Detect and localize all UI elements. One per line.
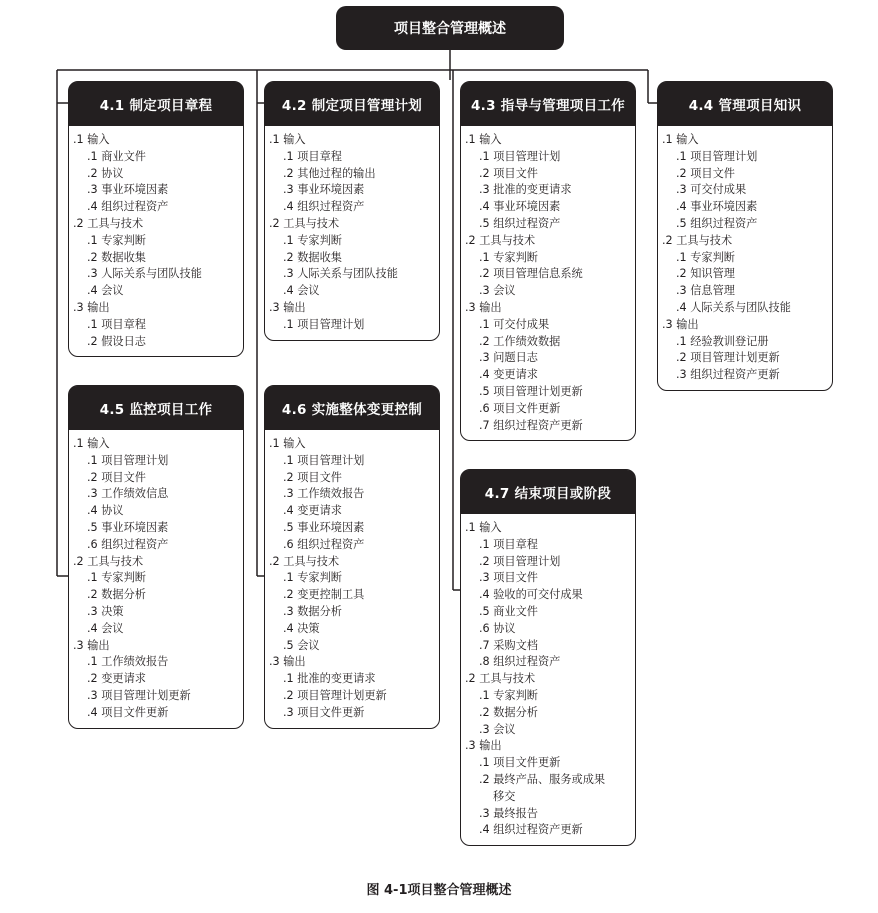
- section-label: .2 工具与技术: [662, 233, 733, 247]
- list-item: .3 问题日志: [479, 351, 538, 365]
- section-label: .2 工具与技术: [269, 216, 340, 230]
- list-item: .1 专家判断: [479, 250, 538, 264]
- section-label: .1 输入: [662, 133, 699, 146]
- process-body: [461, 126, 635, 440]
- list-item: .2 项目文件: [676, 166, 735, 180]
- list-item: .3 会议: [479, 722, 516, 736]
- process-body: [658, 126, 832, 390]
- list-item: .3 人际关系与团队技能: [87, 267, 202, 281]
- list-item: .2 变更请求: [87, 672, 146, 686]
- list-item: .1 项目章程: [479, 537, 538, 551]
- list-item: .1 项目管理计划: [283, 317, 365, 331]
- list-item: .4 事业环境因素: [479, 200, 561, 214]
- list-item: .3 信息管理: [676, 284, 735, 298]
- list-item: .1 专家判断: [283, 571, 342, 585]
- list-item: .4 决策: [283, 621, 320, 635]
- list-item: 移交: [493, 789, 516, 803]
- list-item: .1 专家判断: [283, 233, 342, 247]
- list-item: .4 变更请求: [479, 368, 538, 382]
- process-box: [68, 81, 244, 357]
- section-label: .3 输出: [465, 300, 502, 314]
- list-item: .3 批准的变更请求: [479, 183, 572, 197]
- section-label: .3 输出: [269, 300, 306, 314]
- list-item: .1 专家判断: [676, 250, 735, 264]
- list-item: .5 会议: [283, 638, 320, 652]
- list-item: .1 项目章程: [283, 149, 342, 163]
- list-item: .2 项目文件: [283, 470, 342, 484]
- process-body: [69, 430, 243, 728]
- list-item: .2 数据收集: [283, 250, 342, 264]
- list-item: .3 项目文件更新: [283, 705, 365, 719]
- list-item: .5 组织过程资产: [676, 216, 758, 230]
- list-item: .2 项目文件: [87, 470, 146, 484]
- list-item: .3 事业环境因素: [87, 183, 169, 197]
- list-item: .3 决策: [87, 604, 124, 618]
- list-item: .3 最终报告: [479, 806, 538, 820]
- section-label: .3 输出: [73, 638, 110, 652]
- process-box: [68, 385, 244, 729]
- list-item: .3 可交付成果: [676, 183, 747, 197]
- list-item: .7 采购文档: [479, 638, 538, 652]
- list-item: .4 人际关系与团队技能: [676, 300, 791, 314]
- list-item: .1 可交付成果: [479, 317, 550, 331]
- list-item: .4 组织过程资产: [87, 200, 169, 214]
- list-item: .3 工作绩效报告: [283, 487, 365, 501]
- process-box: [460, 469, 636, 846]
- section-label: .2 工具与技术: [73, 216, 144, 230]
- list-item: .1 专家判断: [87, 233, 146, 247]
- list-item: .1 项目章程: [87, 317, 146, 331]
- list-item: .1 经验教训登记册: [676, 334, 769, 348]
- list-item: .1 专家判断: [479, 688, 538, 702]
- list-item: .2 最终产品、服务或成果: [479, 772, 606, 786]
- list-item: .2 数据分析: [87, 588, 146, 602]
- list-item: .1 专家判断: [87, 571, 146, 585]
- list-item: .2 工作绩效数据: [479, 334, 561, 348]
- list-item: .2 项目文件: [479, 166, 538, 180]
- section-label: .2 工具与技术: [73, 554, 144, 568]
- list-item: .2 项目管理计划更新: [283, 688, 387, 702]
- section-label: .3 输出: [269, 655, 306, 669]
- section-label: .1 输入: [465, 521, 502, 534]
- list-item: .4 变更请求: [283, 504, 342, 518]
- list-item: .5 事业环境因素: [87, 520, 169, 534]
- list-item: .4 事业环境因素: [676, 200, 758, 214]
- list-item: .4 验收的可交付成果: [479, 588, 583, 602]
- process-title: 4.1 制定项目章程: [69, 82, 243, 126]
- list-item: .2 项目管理计划: [479, 554, 561, 568]
- list-item: .4 会议: [87, 284, 124, 298]
- process-box: [264, 81, 440, 341]
- section-label: .3 输出: [465, 739, 502, 753]
- process-title: 4.5 监控项目工作: [69, 386, 243, 430]
- process-title: 4.4 管理项目知识: [658, 82, 832, 126]
- root-title: 项目整合管理概述: [394, 21, 506, 37]
- list-item: .6 组织过程资产: [87, 537, 169, 551]
- section-label: .1 输入: [465, 133, 502, 146]
- section-label: .1 输入: [269, 437, 306, 450]
- list-item: .5 事业环境因素: [283, 520, 365, 534]
- list-item: .1 项目管理计划: [479, 149, 561, 163]
- list-item: .8 组织过程资产: [479, 655, 561, 669]
- process-box: [460, 81, 636, 441]
- section-label: .3 输出: [662, 317, 699, 331]
- list-item: .2 项目管理信息系统: [479, 267, 583, 281]
- process-title: 4.3 指导与管理项目工作: [461, 82, 635, 126]
- list-item: .3 事业环境因素: [283, 183, 365, 197]
- list-item: .3 项目管理计划更新: [87, 688, 191, 702]
- list-item: .3 会议: [479, 284, 516, 298]
- list-item: .5 商业文件: [479, 604, 538, 618]
- list-item: .4 协议: [87, 504, 124, 518]
- section-label: .1 输入: [269, 133, 306, 146]
- section-label: .2 工具与技术: [269, 554, 340, 568]
- list-item: .5 组织过程资产: [479, 216, 561, 230]
- list-item: .3 数据分析: [283, 604, 342, 618]
- process-box: [264, 385, 440, 729]
- list-item: .7 组织过程资产更新: [479, 418, 583, 432]
- section-label: .1 输入: [73, 437, 110, 450]
- figure-caption: 图 4-1项目整合管理概述: [366, 883, 512, 898]
- list-item: .6 协议: [479, 621, 516, 635]
- list-item: .1 批准的变更请求: [283, 672, 376, 686]
- process-body: [265, 126, 439, 340]
- process-body: [265, 430, 439, 728]
- list-item: .4 项目文件更新: [87, 705, 169, 719]
- process-body: [69, 126, 243, 356]
- process-title: 4.7 结束项目或阶段: [461, 470, 635, 514]
- list-item: .3 工作绩效信息: [87, 487, 169, 501]
- list-item: .3 项目文件: [479, 571, 538, 585]
- list-item: .2 其他过程的输出: [283, 166, 376, 180]
- list-item: .4 会议: [87, 621, 124, 635]
- process-body: [461, 514, 635, 845]
- list-item: .1 项目管理计划: [676, 149, 758, 163]
- list-item: .2 数据分析: [479, 705, 538, 719]
- list-item: .4 会议: [283, 284, 320, 298]
- list-item: .2 变更控制工具: [283, 588, 365, 602]
- root-title-box: [336, 6, 564, 50]
- list-item: .1 商业文件: [87, 149, 146, 163]
- list-item: .4 组织过程资产更新: [479, 823, 583, 837]
- list-item: .1 项目管理计划: [283, 453, 365, 467]
- list-item: .2 知识管理: [676, 267, 735, 281]
- list-item: .4 组织过程资产: [283, 200, 365, 214]
- section-label: .3 输出: [73, 300, 110, 314]
- section-label: .1 输入: [73, 133, 110, 146]
- process-box: [657, 81, 833, 391]
- list-item: .3 组织过程资产更新: [676, 368, 780, 382]
- list-item: .6 项目文件更新: [479, 401, 561, 415]
- list-item: .2 协议: [87, 166, 124, 180]
- list-item: .2 假设日志: [87, 334, 146, 348]
- list-item: .1 项目管理计划: [87, 453, 169, 467]
- list-item: .5 项目管理计划更新: [479, 384, 583, 398]
- section-label: .2 工具与技术: [465, 233, 536, 247]
- list-item: .2 数据收集: [87, 250, 146, 264]
- process-title: 4.2 制定项目管理计划: [265, 82, 439, 126]
- list-item: .1 工作绩效报告: [87, 655, 169, 669]
- list-item: .2 项目管理计划更新: [676, 351, 780, 365]
- list-item: .6 组织过程资产: [283, 537, 365, 551]
- list-item: .1 项目文件更新: [479, 756, 561, 770]
- section-label: .2 工具与技术: [465, 672, 536, 686]
- process-title: 4.6 实施整体变更控制: [265, 386, 439, 430]
- list-item: .3 人际关系与团队技能: [283, 267, 398, 281]
